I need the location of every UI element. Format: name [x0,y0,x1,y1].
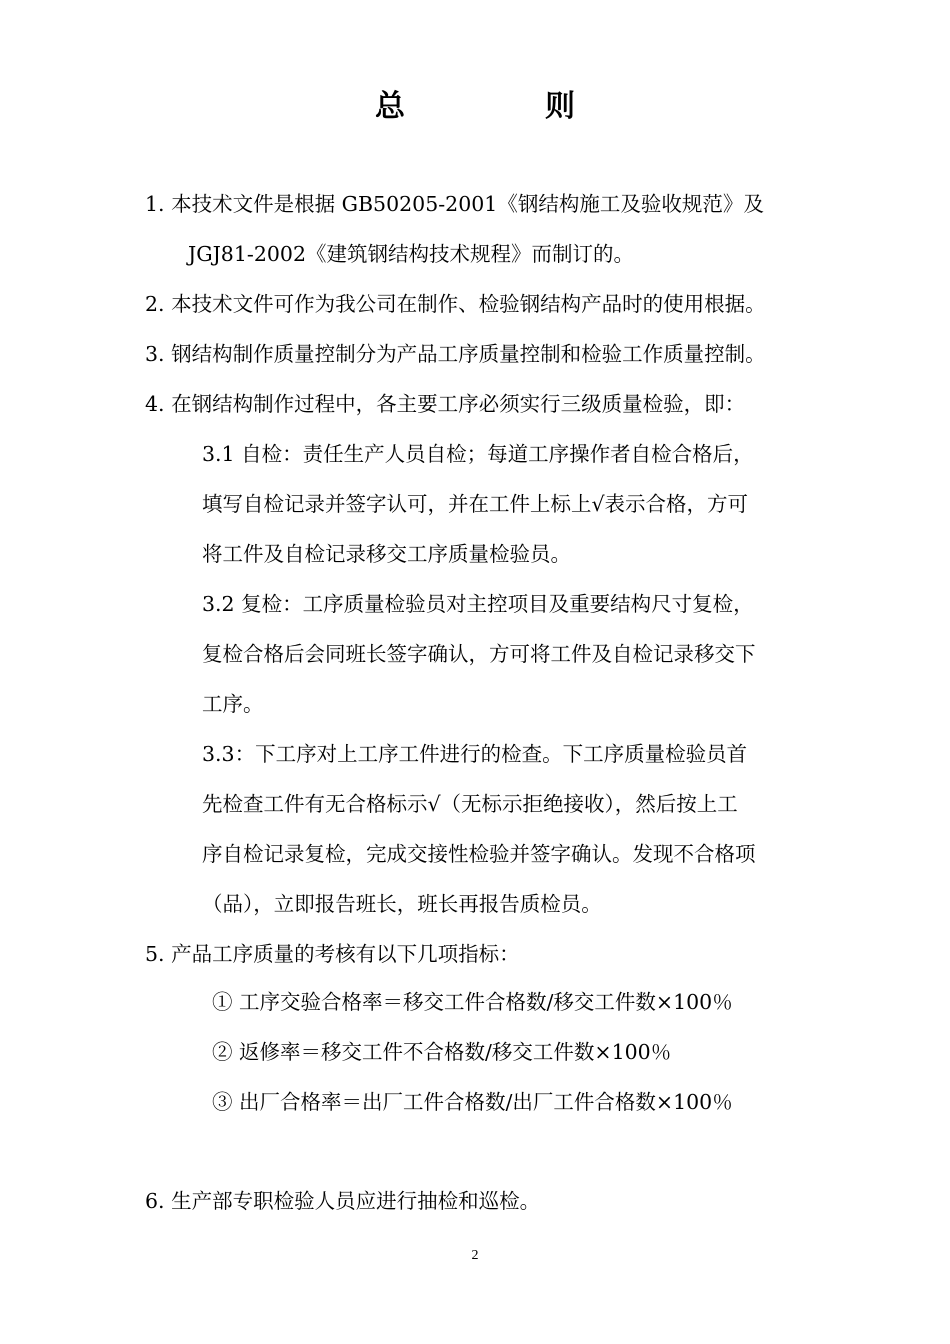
clause-4: 4. 在钢结构制作过程中，各主要工序必须实行三级质量检验，即： [145,392,746,416]
clause-5: 5. 产品工序质量的考核有以下几项指标： [145,942,520,966]
sub-clause-3-2-line-2: 复检合格后会同班长签字确认，方可将工件及自检记录移交下 [202,642,756,666]
clause-2: 2. 本技术文件可作为我公司在制作、检验钢结构产品时的使用根据。 [145,292,766,316]
indicator-1: ① 工序交验合格率＝移交工件合格数/移交工件数×100％ [212,990,733,1014]
clause-1-line-1: 1. 本技术文件是根据 GB50205-2001《钢结构施工及验收规范》及 [145,192,764,216]
clause-6: 6. 生产部专职检验人员应进行抽检和巡检。 [145,1189,541,1213]
sub-clause-3-3-line-3: 序自检记录复检，完成交接性检验并签字确认。发现不合格项 [202,842,756,866]
clause-1-line-2: JGJ81-2002《建筑钢结构技术规程》而制订的。 [188,242,634,266]
clause-3: 3. 钢结构制作质量控制分为产品工序质量控制和检验工作质量控制。 [145,342,766,366]
sub-clause-3-2-line-3: 工序。 [202,692,264,716]
sub-clause-3-1-line-1: 3.1 自检：责任生产人员自检；每道工序操作者自检合格后， [202,442,754,466]
sub-clause-3-1-line-2: 填写自检记录并签字认可，并在工件上标上√表示合格，方可 [202,492,749,516]
indicator-2: ② 返修率＝移交工件不合格数/移交工件数×100％ [212,1040,672,1064]
page-number: 2 [471,1248,479,1263]
indicator-3: ③ 出厂合格率＝出厂工件合格数/出厂工件合格数×100％ [212,1090,733,1114]
sub-clause-3-1-line-3: 将工件及自检记录移交工序质量检验员。 [202,542,571,566]
sub-clause-3-3-line-2: 先检查工件有无合格标示√（无标示拒绝接收），然后按上工 [202,792,738,816]
sub-clause-3-3-line-1: 3.3：下工序对上工序工件进行的检查。下工序质量检验员首 [202,742,748,766]
sub-clause-3-3-line-4: （品），立即报告班长，班长再报告质检员。 [202,892,602,916]
sub-clause-3-2-line-1: 3.2 复检：工序质量检验员对主控项目及重要结构尺寸复检， [202,592,754,616]
page-title: 总则 [375,89,715,124]
